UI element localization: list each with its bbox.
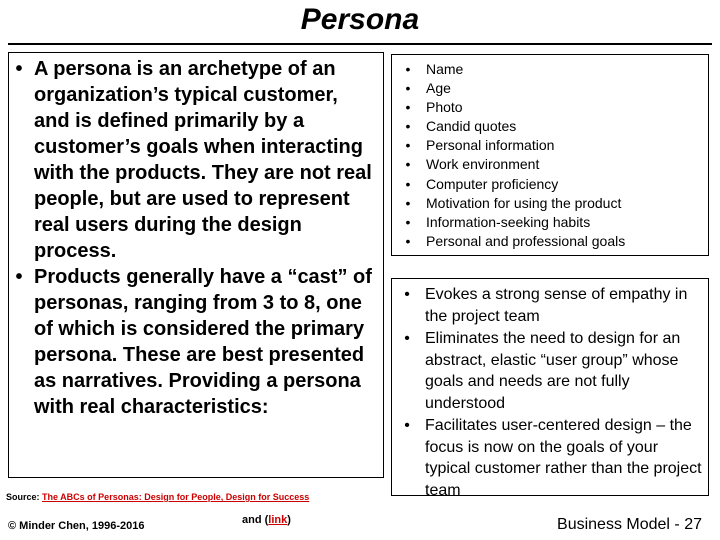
list-item bbox=[392, 328, 704, 414]
bullet-icon: • bbox=[404, 286, 410, 303]
left-bullet-text: A persona is an archetype of an organization’s typical customer, and is defined primarily by a customer’s goals when interacting with the products. They are not real people, but are used to represent real users during the design process. bbox=[34, 58, 372, 262]
bullet-icon: • bbox=[405, 99, 411, 116]
characteristic-label: Age bbox=[426, 80, 451, 97]
list-item bbox=[392, 415, 704, 501]
bullet-icon: • bbox=[405, 194, 411, 211]
bullet-icon: • bbox=[405, 232, 411, 249]
list-item bbox=[392, 213, 708, 232]
characteristic-label: Personal information bbox=[426, 137, 555, 154]
source-link[interactable]: The ABCs of Personas: Design for People, Design for Success bbox=[42, 492, 310, 502]
copyright-notice: © Minder Chen, 1996-2016 bbox=[8, 520, 145, 532]
and-suffix: ) bbox=[287, 514, 291, 526]
list-item bbox=[392, 194, 708, 213]
characteristic-label: Photo bbox=[426, 99, 463, 116]
source-citation bbox=[6, 492, 309, 502]
list-item bbox=[392, 98, 708, 117]
slide-title: Persona bbox=[300, 3, 420, 36]
characteristic-label: Work environment bbox=[426, 156, 540, 173]
list-item bbox=[392, 155, 708, 174]
list-item bbox=[392, 117, 708, 136]
characteristic-label: Name bbox=[426, 61, 464, 77]
bullet-icon: • bbox=[15, 266, 23, 288]
list-item bbox=[392, 60, 708, 79]
characteristics-list bbox=[391, 54, 709, 256]
bullet-icon: • bbox=[405, 61, 411, 77]
benefit-text: Evokes a strong sense of empathy in the project team bbox=[425, 286, 688, 325]
list-item bbox=[392, 175, 708, 194]
source-label: Source: bbox=[6, 492, 43, 502]
list-item bbox=[392, 232, 708, 251]
bullet-icon: • bbox=[15, 58, 23, 80]
left-bullet-text: Products generally have a “cast” of personas, ranging from 3 to 8, one of which is considered the primary persona. These are best presented as narratives. Providing a persona with real characteristics: bbox=[34, 266, 372, 418]
left-bullet-cast-of-personas bbox=[9, 264, 377, 420]
and-prefix: and ( bbox=[242, 514, 269, 526]
list-item bbox=[392, 284, 704, 327]
list-item bbox=[392, 136, 708, 155]
bullet-icon: • bbox=[405, 213, 411, 230]
slide-footer-label: Business Model - 27 bbox=[557, 516, 702, 533]
characteristic-label: Motivation for using the product bbox=[426, 194, 622, 211]
bullet-icon: • bbox=[405, 80, 411, 97]
characteristic-label: Computer proficiency bbox=[426, 175, 559, 192]
title-divider bbox=[8, 43, 712, 45]
bullet-icon: • bbox=[404, 417, 410, 434]
benefit-text: Facilitates user-centered design – the focus is now on the goals of your typical customer rather than the project team bbox=[425, 417, 702, 499]
benefit-text: Eliminates the need to design for an abstract, elastic “user group” whose goals and needs are not fully understood bbox=[425, 330, 681, 412]
bullet-icon: • bbox=[405, 175, 411, 192]
left-text-box bbox=[8, 52, 384, 478]
extra-link[interactable]: link bbox=[268, 514, 288, 526]
bullet-icon: • bbox=[405, 137, 411, 154]
bullet-icon: • bbox=[404, 330, 410, 347]
characteristic-label: Personal and professional goals bbox=[426, 232, 626, 249]
left-bullet-persona-definition bbox=[9, 56, 377, 264]
characteristic-label: Information-seeking habits bbox=[426, 213, 591, 230]
bullet-icon: • bbox=[405, 156, 411, 173]
list-item bbox=[392, 79, 708, 98]
bullet-icon: • bbox=[405, 118, 411, 135]
and-link-note bbox=[242, 514, 291, 526]
characteristic-label: Candid quotes bbox=[426, 118, 517, 135]
benefits-list bbox=[391, 278, 709, 499]
